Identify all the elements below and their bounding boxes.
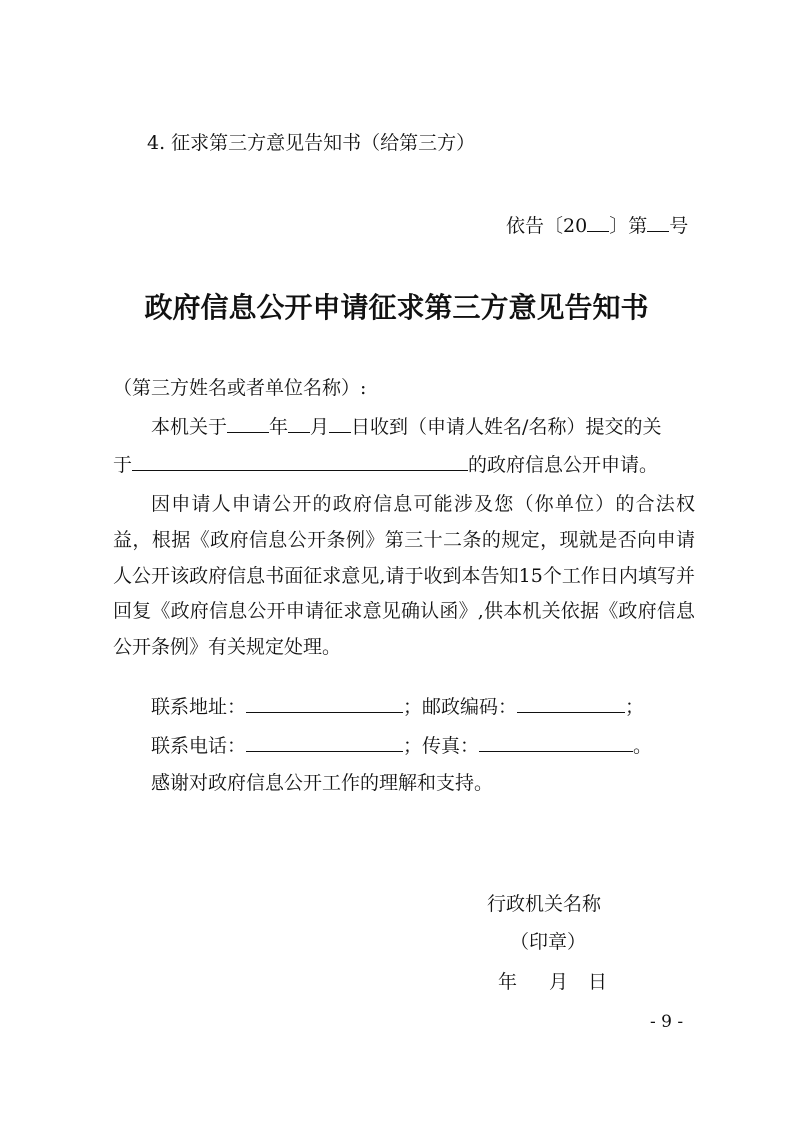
received-line2-end: 的政府信息公开申请。 — [468, 454, 659, 476]
fax-label: ；传真： — [403, 735, 480, 757]
year-blank — [227, 414, 269, 433]
page-number: - 9 - — [650, 1012, 684, 1032]
reference-number — [506, 213, 688, 238]
agency-name: 行政机关名称 — [487, 893, 602, 915]
postcode-label: ；邮政编码： — [403, 696, 518, 718]
section-heading: 4. 征求第三方意见告知书（给第三方） — [147, 132, 476, 154]
salutation: （第三方姓名或者单位名称）: — [113, 377, 367, 399]
received-day-text: 日收到（申请人姓名/名称）提交的关 — [351, 416, 662, 438]
received-month: 月 — [310, 416, 330, 438]
fax-end: 。 — [633, 735, 653, 757]
contact-line-2 — [151, 733, 652, 758]
address-label: 联系地址： — [151, 696, 247, 718]
received-year: 年 — [269, 416, 289, 438]
contact-line-1 — [151, 694, 644, 719]
fax-blank — [479, 733, 633, 752]
received-start: 本机关于 — [151, 416, 228, 438]
reference-year-blank — [587, 213, 609, 232]
reference-prefix: 依告〔20 — [506, 215, 588, 237]
received-line-2 — [113, 452, 658, 477]
seal-label: （印章） — [510, 931, 587, 953]
reference-number-blank — [647, 213, 669, 232]
received-line-1 — [151, 414, 661, 439]
date-year: 年 — [498, 971, 518, 993]
document-title: 政府信息公开申请征求第三方意见告知书 — [144, 291, 649, 324]
date-day: 日 — [588, 971, 608, 993]
postcode-end: ； — [625, 696, 645, 718]
signature-date — [498, 970, 607, 994]
date-month: 月 — [549, 971, 569, 993]
phone-label: 联系电话： — [151, 735, 247, 757]
thanks-line: 感谢对政府信息公开工作的理解和支持。 — [151, 772, 494, 794]
request-content-blank — [132, 452, 468, 471]
phone-blank — [246, 733, 403, 752]
reference-suffix: 号 — [669, 215, 689, 237]
month-blank — [288, 414, 310, 433]
reference-middle: 〕第 — [609, 215, 648, 237]
day-blank — [329, 414, 351, 433]
postcode-blank — [517, 694, 625, 713]
received-line2-start: 于 — [113, 454, 133, 476]
address-blank — [246, 694, 403, 713]
body-paragraph: 因申请人申请公开的政府信息可能涉及您（你单位）的合法权益，根据《政府信息公开条例》第三十二条的规定，现就是否向申请人公开该政府信息书面征求意见,请于收到本告知15个工作日内填写并回复《政府信息公开申请征求意见确认函》,供本机关依据《政府信息公开条例》有关规定处理。 — [113, 493, 695, 659]
